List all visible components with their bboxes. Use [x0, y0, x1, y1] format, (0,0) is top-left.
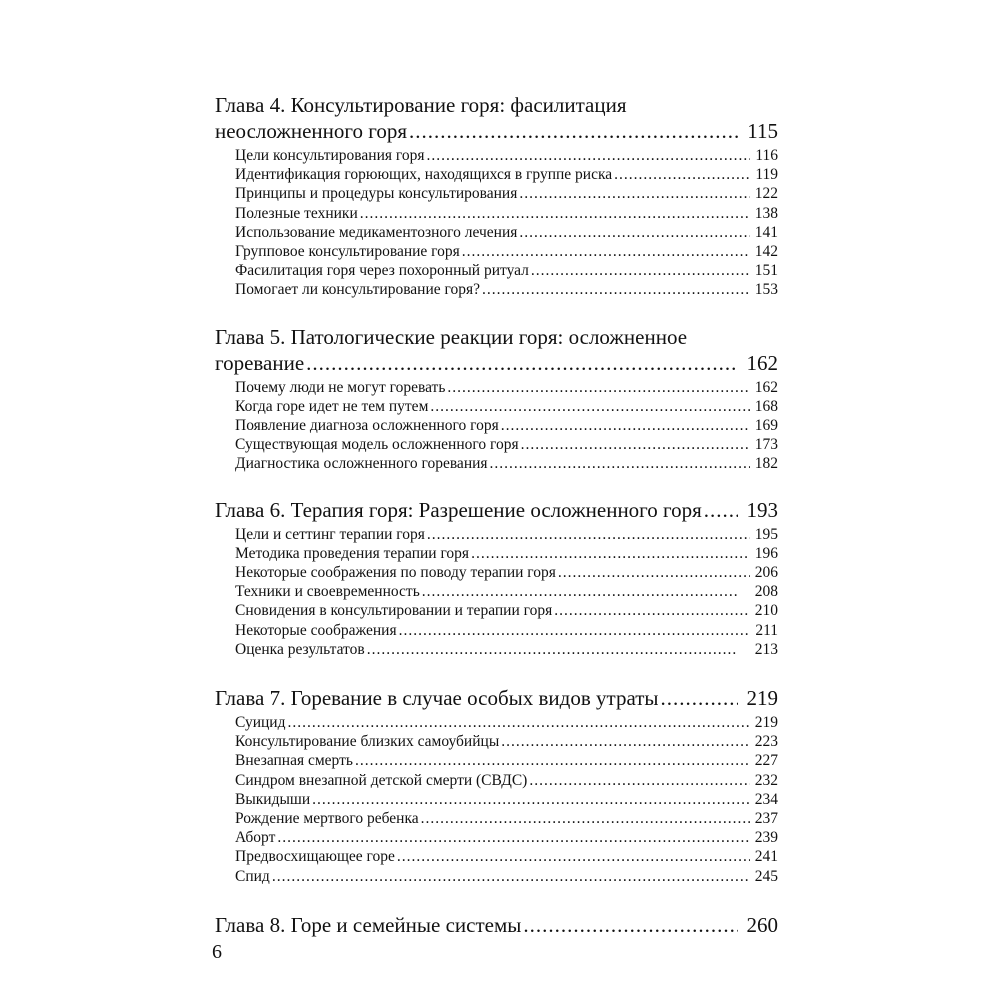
dot-leader: [426, 146, 750, 165]
chapter-title-continued: горевание: [215, 350, 305, 375]
section-entry[interactable]: [235, 790, 778, 809]
section-title: Спид: [235, 867, 270, 885]
dot-leader: [661, 685, 738, 711]
dot-leader: [531, 261, 750, 280]
section-list: [235, 713, 778, 886]
section-page-number: 232: [754, 771, 778, 789]
dot-leader: [501, 732, 750, 751]
section-page-number: 223: [754, 733, 778, 751]
section-entry[interactable]: [235, 713, 778, 732]
dot-leader: [312, 790, 750, 809]
chapter-page-number: 193: [746, 497, 778, 522]
chapter-8: [215, 912, 778, 938]
section-title: Техники и своевременность: [235, 583, 420, 601]
section-page-number: 142: [754, 243, 778, 261]
section-entry[interactable]: [235, 544, 778, 563]
section-title: Появление диагноза осложненного горя: [235, 417, 499, 435]
dot-leader: [367, 640, 738, 659]
section-page-number: 169: [754, 417, 778, 435]
dot-leader: [430, 397, 750, 416]
chapter-title: Глава 5. Патологические реакции горя: осложненное: [215, 324, 688, 349]
chapter-6: [215, 497, 778, 659]
dot-leader: [422, 582, 738, 601]
section-entry[interactable]: [235, 809, 778, 828]
dot-leader: [447, 378, 750, 397]
dot-leader: [462, 242, 750, 261]
dot-leader: [272, 867, 750, 886]
section-title: Существующая модель осложненного горя: [235, 436, 519, 454]
section-entry[interactable]: [235, 640, 778, 659]
section-title: Полезные техники: [235, 204, 358, 222]
dot-leader: [360, 204, 750, 223]
chapter-entry[interactable]: [215, 685, 778, 711]
chapter-entry[interactable]: [215, 350, 778, 376]
section-entry[interactable]: [235, 454, 778, 473]
section-entry[interactable]: [235, 847, 778, 866]
chapter-page-number: 115: [747, 119, 778, 143]
chapter-page-number: 162: [746, 350, 778, 375]
chapter-title: Глава 8. Горе и семейные системы: [215, 912, 522, 937]
section-entry[interactable]: [235, 416, 778, 435]
section-page-number: 151: [754, 262, 778, 280]
section-entry[interactable]: [235, 280, 778, 299]
chapter-entry[interactable]: [215, 118, 778, 144]
chapter-title-continued: неосложненного горя: [215, 119, 407, 143]
section-entry[interactable]: [235, 223, 778, 242]
dot-leader: [490, 454, 750, 473]
section-title: Принципы и процедуры консультирования: [235, 185, 518, 203]
dot-leader: [501, 416, 750, 435]
table-of-contents: [215, 92, 778, 938]
section-page-number: 241: [754, 848, 778, 866]
dot-leader: [482, 280, 750, 299]
section-title: Использование медикаментозного лечения: [235, 223, 518, 241]
section-title: Цели консультирования горя: [235, 147, 425, 164]
dot-leader: [409, 118, 738, 144]
section-entry[interactable]: [235, 242, 778, 261]
chapter-7: [215, 685, 778, 886]
section-title: Почему люди не могут горевать: [235, 378, 446, 396]
section-title: Рождение мертвого ребенка: [235, 810, 419, 828]
dot-leader: [277, 828, 750, 847]
dot-leader: [355, 751, 750, 770]
section-page-number: 227: [754, 752, 778, 770]
section-page-number: 153: [754, 281, 778, 299]
section-title: Предвосхищающее горе: [235, 848, 395, 866]
dot-leader: [519, 184, 750, 203]
chapter-title: Глава 7. Горевание в случае особых видов утраты: [215, 686, 659, 711]
dot-leader: [554, 601, 750, 620]
chapter-entry[interactable]: [215, 912, 778, 938]
section-entry[interactable]: [235, 621, 778, 640]
section-title: Когда горе идет не тем путем: [235, 397, 429, 415]
chapter-title: Глава 6. Терапия горя: Разрешение осложненного горя: [215, 497, 702, 522]
section-entry[interactable]: [235, 184, 778, 203]
section-title: Суицид: [235, 714, 286, 732]
section-title: Внезапная смерть: [235, 752, 353, 770]
section-page-number: 182: [754, 455, 778, 473]
section-page-number: 195: [754, 525, 778, 543]
section-page-number: 208: [754, 583, 778, 601]
section-entry[interactable]: [235, 525, 778, 544]
section-entry[interactable]: [235, 751, 778, 770]
section-title: Оценка результатов: [235, 640, 365, 658]
dot-leader: [529, 771, 750, 790]
section-entry[interactable]: [235, 435, 778, 454]
dot-leader: [704, 497, 738, 523]
section-page-number: 116: [755, 147, 778, 164]
dot-leader: [614, 165, 750, 184]
section-page-number: 213: [754, 640, 778, 658]
section-entry[interactable]: [235, 146, 778, 165]
section-page-number: 210: [754, 602, 778, 620]
section-title: Фасилитация горя через похоронный ритуал: [235, 262, 529, 280]
section-entry[interactable]: [235, 397, 778, 416]
section-entry[interactable]: [235, 563, 778, 582]
dot-leader: [558, 563, 750, 582]
chapter-title: Глава 4. Консультирование горя: фасилитация: [215, 93, 627, 117]
section-entry[interactable]: [235, 771, 778, 790]
section-page-number: 162: [754, 378, 778, 396]
dot-leader: [523, 912, 738, 938]
section-page-number: 141: [754, 223, 778, 241]
section-page-number: 206: [754, 564, 778, 582]
dot-leader: [421, 809, 750, 828]
section-title: Цели и сеттинг терапии горя: [235, 525, 425, 543]
section-entry[interactable]: [235, 204, 778, 223]
section-entry[interactable]: [235, 165, 778, 184]
section-list: [235, 146, 778, 300]
section-list: [235, 525, 778, 659]
section-page-number: 122: [754, 185, 778, 203]
section-page-number: 168: [754, 397, 778, 415]
chapter-entry[interactable]: [215, 497, 778, 523]
section-entry[interactable]: [235, 828, 778, 847]
dot-leader: [427, 525, 750, 544]
page-number: 6: [212, 941, 222, 963]
section-page-number: 245: [754, 867, 778, 885]
dot-leader: [399, 621, 750, 640]
chapter-page-number: 260: [746, 912, 778, 937]
dot-leader: [521, 435, 750, 454]
dot-leader: [287, 713, 750, 732]
section-title: Выкидыши: [235, 790, 311, 808]
section-page-number: 219: [754, 714, 778, 732]
section-title: Синдром внезапной детской смерти (СВДС): [235, 771, 528, 789]
section-title: Помогает ли консультирование горя?: [235, 281, 481, 299]
section-page-number: 237: [754, 810, 778, 828]
section-entry[interactable]: [235, 732, 778, 751]
section-title: Идентификация горюющих, находящихся в группе риска: [235, 166, 613, 184]
section-entry[interactable]: [235, 582, 778, 601]
section-title: Консультирование близких самоубийцы: [235, 733, 500, 751]
section-title: Диагностика осложненного горевания: [235, 455, 488, 473]
dot-leader: [471, 544, 750, 563]
section-entry[interactable]: [235, 378, 778, 397]
section-list: [235, 378, 778, 474]
section-page-number: 239: [754, 829, 778, 847]
section-title: Некоторые соображения по поводу терапии горя: [235, 564, 556, 582]
section-entry[interactable]: [235, 261, 778, 280]
section-page-number: 138: [754, 204, 778, 222]
chapter-page-number: 219: [746, 686, 778, 711]
section-page-number: 234: [754, 790, 778, 808]
section-title: Аборт: [235, 829, 276, 847]
section-entry[interactable]: [235, 867, 778, 886]
dot-leader: [306, 350, 738, 376]
section-page-number: 211: [755, 621, 778, 639]
section-title: Групповое консультирование горя: [235, 243, 460, 261]
section-page-number: 119: [755, 166, 778, 184]
dot-leader: [397, 847, 750, 866]
section-title: Некоторые соображения: [235, 621, 397, 639]
section-page-number: 173: [754, 436, 778, 454]
chapter-5: [215, 324, 778, 474]
chapter-4: [215, 92, 778, 300]
dot-leader: [519, 223, 750, 242]
section-title: Сновидения в консультировании и терапии горя: [235, 602, 553, 620]
section-title: Методика проведения терапии горя: [235, 544, 470, 562]
section-entry[interactable]: [235, 601, 778, 620]
section-page-number: 196: [754, 544, 778, 562]
